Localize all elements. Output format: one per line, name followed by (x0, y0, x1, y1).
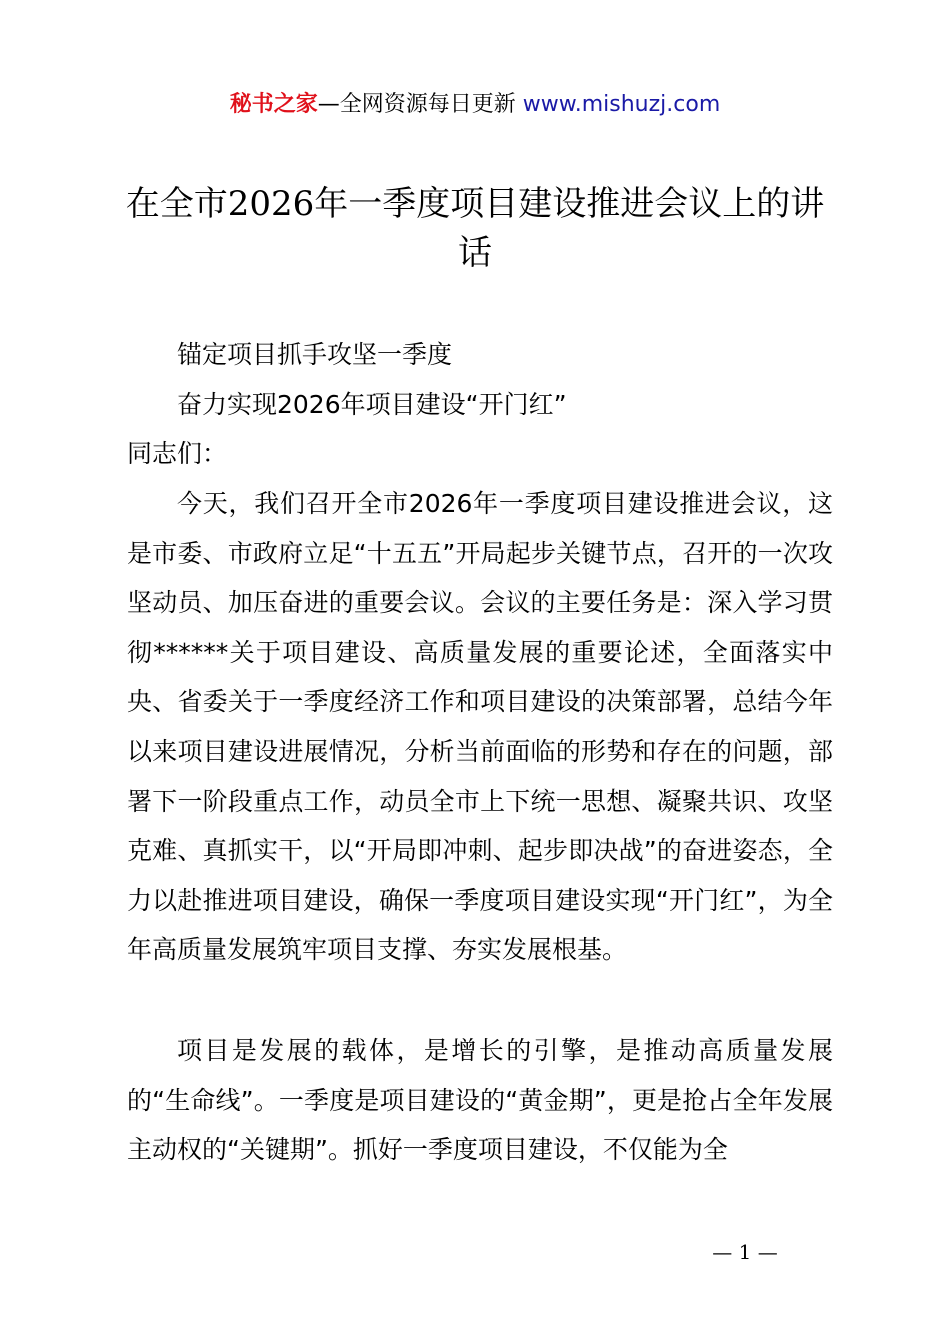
body-paragraph-1: 今天，我们召开全市2026年一季度项目建设推进会议，这是市委、市政府立足“十五五”开局起步关键节点，召开的一次攻坚动员、加压奋进的重要会议。会议的主要任务是：深入学习贯彻******关于项目建设、高质量发展的重要论述，全面落实中央、省委关于一季度经济工作和项目建设的决策部署，总结今年以来项目建设进展情况，分析当前面临的形势和存在的问题，部署下一阶段重点工作，动员全市上下统一思想、凝聚共识、攻坚克难、真抓实干，以“开局即冲刺、起步即决战”的奋进姿态，全力以赴推进项目建设，确保一季度项目建设实现“开门红”，为全年高质量发展筑牢项目支撑、夯实发展根基。 (127, 489, 833, 965)
site-header (0, 88, 950, 122)
subtitle-line-1: 锚定项目抓手攻坚一季度 (177, 340, 453, 369)
document-title: 在全市2026年一季度项目建设推进会议上的讲话 (125, 184, 825, 273)
site-url-link[interactable]: www.mishuzj.com (522, 92, 721, 117)
brand-name: 秘书之家 (229, 92, 318, 117)
salutation: 同志们： (127, 439, 228, 468)
body-paragraph-2: 项目是发展的载体，是增长的引擎，是推动高质量发展的“生命线”。一季度是项目建设的“黄金期”，更是抢占全年发展主动权的“关键期”。抓好一季度项目建设，不仅能为全 (127, 1036, 833, 1165)
page-number: — 1 — (712, 1240, 778, 1264)
header-tagline: —全网资源每日更新 (317, 92, 523, 117)
subtitle-line-2: 奋力实现2026年项目建设“开门红” (177, 390, 567, 419)
